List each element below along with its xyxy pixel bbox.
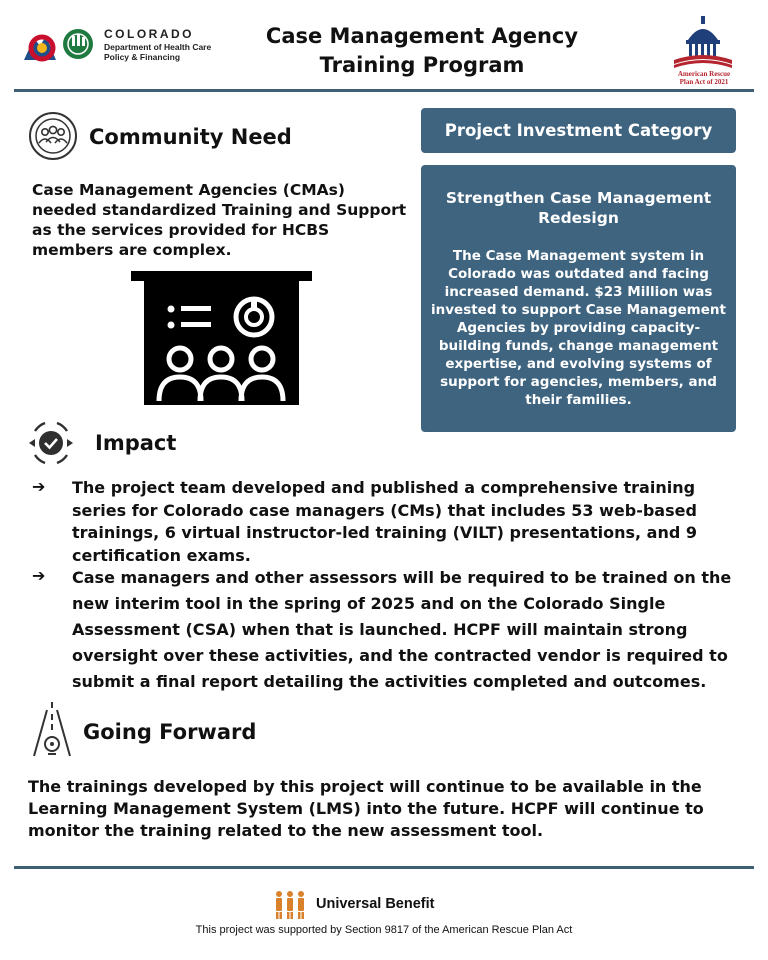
presentation-board-icon <box>131 271 312 405</box>
people-group-icon <box>273 890 307 920</box>
page-title: Case Management Agency Training Program <box>265 24 579 77</box>
investment-description: The Case Management system in Colorado was outdated and facing increased demand. $23 Million was invested to support Case Management Agencies by providing capacity-building funds, change management expertise, and evolving systems of support for agencies, members, and their families. <box>431 248 726 408</box>
agency-line1: COLORADO <box>104 27 194 41</box>
investment-category-label: Project Investment Category <box>421 108 736 153</box>
impact-bullet-2: Case managers and other assessors will be required to be trained on the new interim tool in the spring of 2025 and on the Colorado Single Assessment (CSA) when that is launched. HCPF will maintain strong oversight over these activities, and the contracted vendor is required to submit a final report detailing the activities completed and outcomes. <box>72 568 732 691</box>
agency-name <box>104 27 211 62</box>
footer-note: This project was supported by Section 9817 of the American Rescue Plan Act <box>195 924 573 936</box>
bullet-arrow-icon: ➔ <box>32 566 46 585</box>
investment-category: Strengthen Case Management Redesign <box>445 189 712 227</box>
agency-line2: Department of Health Care <box>104 42 212 52</box>
community-people-icon <box>27 110 79 162</box>
agency-line3: Policy & Financing <box>104 52 181 62</box>
arp-logo-text <box>664 70 744 86</box>
header-divider <box>14 89 754 92</box>
investment-box <box>421 165 736 432</box>
footer-divider <box>14 866 754 869</box>
road-path-icon <box>30 700 74 758</box>
impact-check-icon <box>25 417 77 469</box>
capitol-logo <box>668 14 738 70</box>
bullet-arrow-icon: ➔ <box>32 477 46 496</box>
arp-line2: Plan Act of 2021 <box>679 78 729 86</box>
going-forward-text: The trainings developed by this project will continue to be available in the Learning Management System (LMS) into the future. HCPF will continue to monitor the training related to the new assessment tool. <box>28 777 704 840</box>
going-forward-heading: Going Forward <box>83 720 257 744</box>
colorado-logo <box>22 24 96 64</box>
universal-benefit-label: Universal Benefit <box>316 896 435 912</box>
impact-bullet-1: The project team developed and published a comprehensive training series for Colorado case managers (CMs) that includes 53 web-based trainings, 6 virtual instructor-led training (VILT) presentations, and 9 certification exams. <box>72 478 697 565</box>
community-need-heading: Community Need <box>89 125 292 149</box>
arp-line1: American Rescue <box>677 70 731 78</box>
impact-heading: Impact <box>95 431 177 455</box>
community-need-text: Case Management Agencies (CMAs) needed standardized Training and Support as the services provided for HCBS members are complex. <box>32 181 407 259</box>
